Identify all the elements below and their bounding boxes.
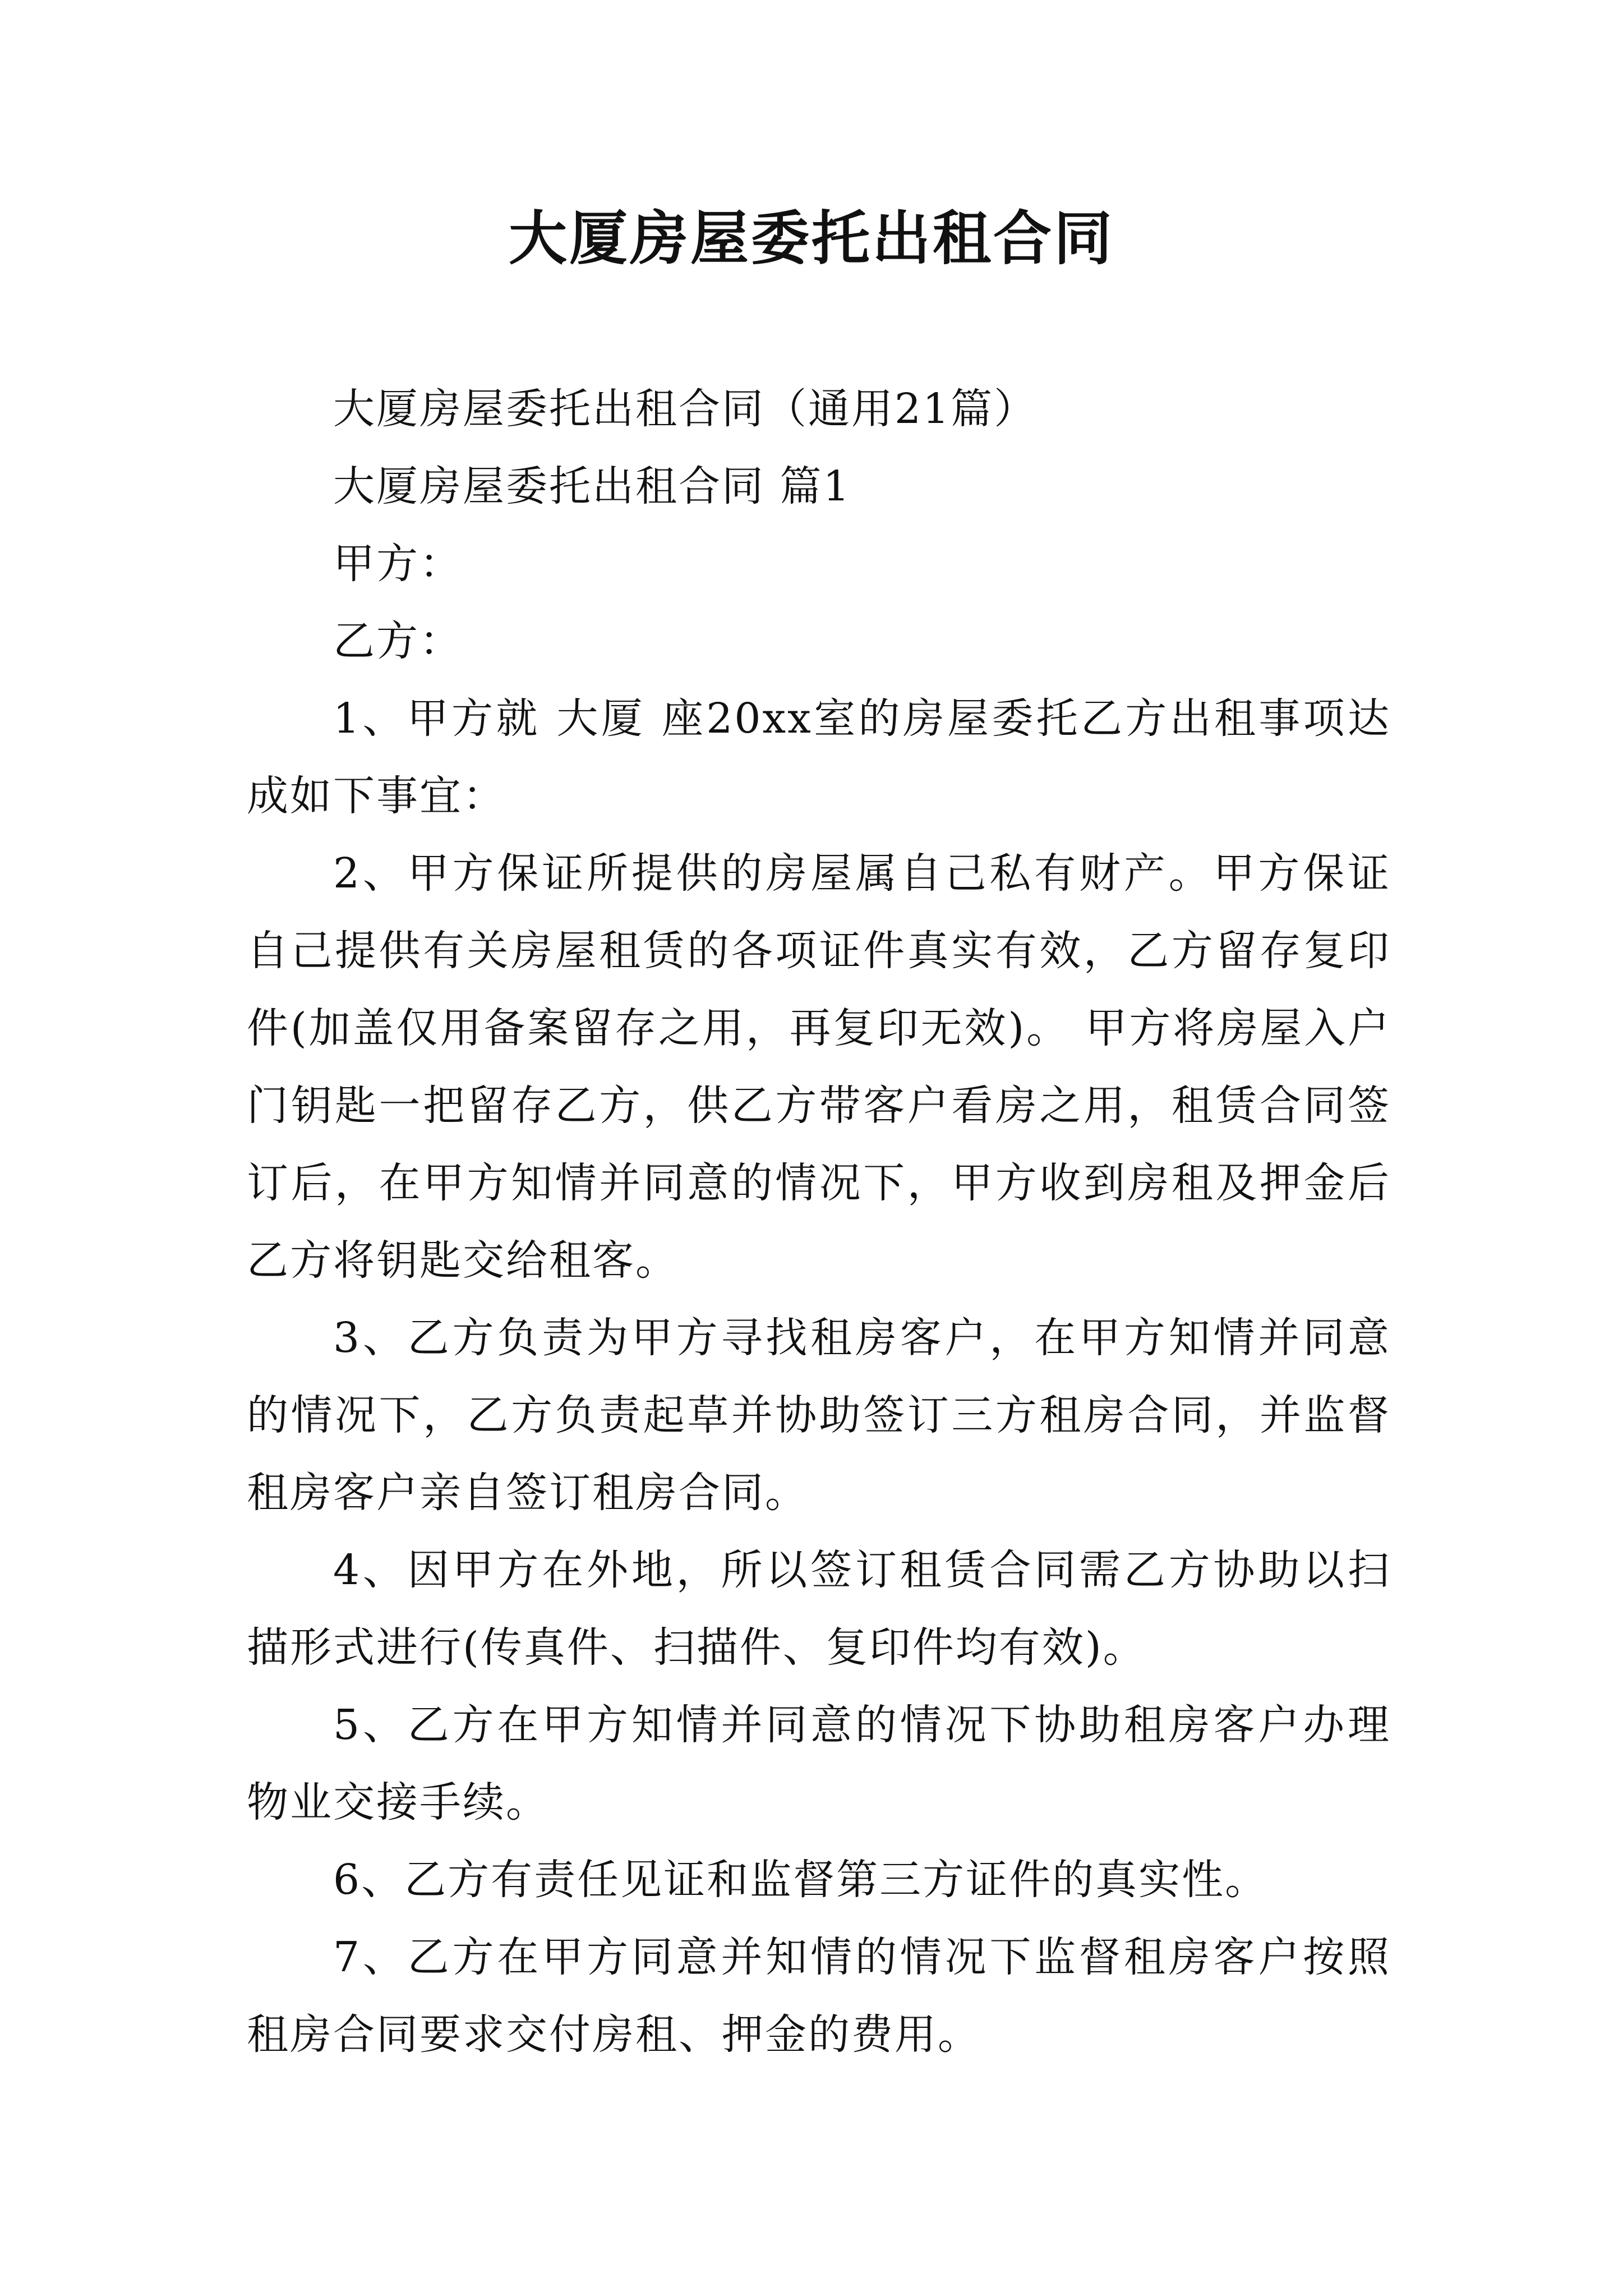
paragraph-clause-2: 2、甲方保证所提供的房屋属自己私有财产。甲方保证自己提供有关房屋租赁的各项证件真实有效，乙方留存复印件(加盖仅用备案留存之用，再复印无效)。 甲方将房屋入户门钥匙一把留存乙方，供乙方带客户看房之用，租赁合同签订后，在甲方知情并同意的情况下，甲方收到房租及押金后乙方将钥匙交给租客。 — [247, 849, 1391, 1285]
paragraph-party-a: 甲方： — [333, 540, 463, 588]
paragraph-clause-3: 3、乙方负责为甲方寻找租房客户，在甲方知情并同意的情况下，乙方负责起草并协助签订三方租房合同，并监督租房客户亲自签订租房合同。 — [247, 1314, 1391, 1517]
paragraph-party-b: 乙方： — [333, 617, 463, 665]
paragraph-subtitle: 大厦房屋委托出租合同（通用21篇） — [333, 385, 1038, 433]
paragraph-clause-5: 5、乙方在甲方知情并同意的情况下协助租房客户办理物业交接手续。 — [247, 1701, 1391, 1826]
paragraph-clause-7: 7、乙方在甲方同意并知情的情况下监督租房客户按照租房合同要求交付房租、押金的费用。 — [247, 1933, 1391, 2059]
document-body — [247, 370, 1391, 2073]
paragraph-clause-4: 4、因甲方在外地，所以签订租赁合同需乙方协助以扫描形式进行(传真件、扫描件、复印件均有效)。 — [247, 1546, 1391, 1672]
document-title: 大厦房屋委托出租合同 — [508, 204, 1114, 273]
paragraph-clause-6: 6、乙方有责任见证和监督第三方证件的真实性。 — [333, 1856, 1269, 1904]
paragraph-section-heading: 大厦房屋委托出租合同 篇1 — [333, 462, 851, 510]
paragraph-clause-1: 1、甲方就 大厦 座20xx室的房屋委托乙方出租事项达成如下事宜： — [247, 694, 1391, 820]
